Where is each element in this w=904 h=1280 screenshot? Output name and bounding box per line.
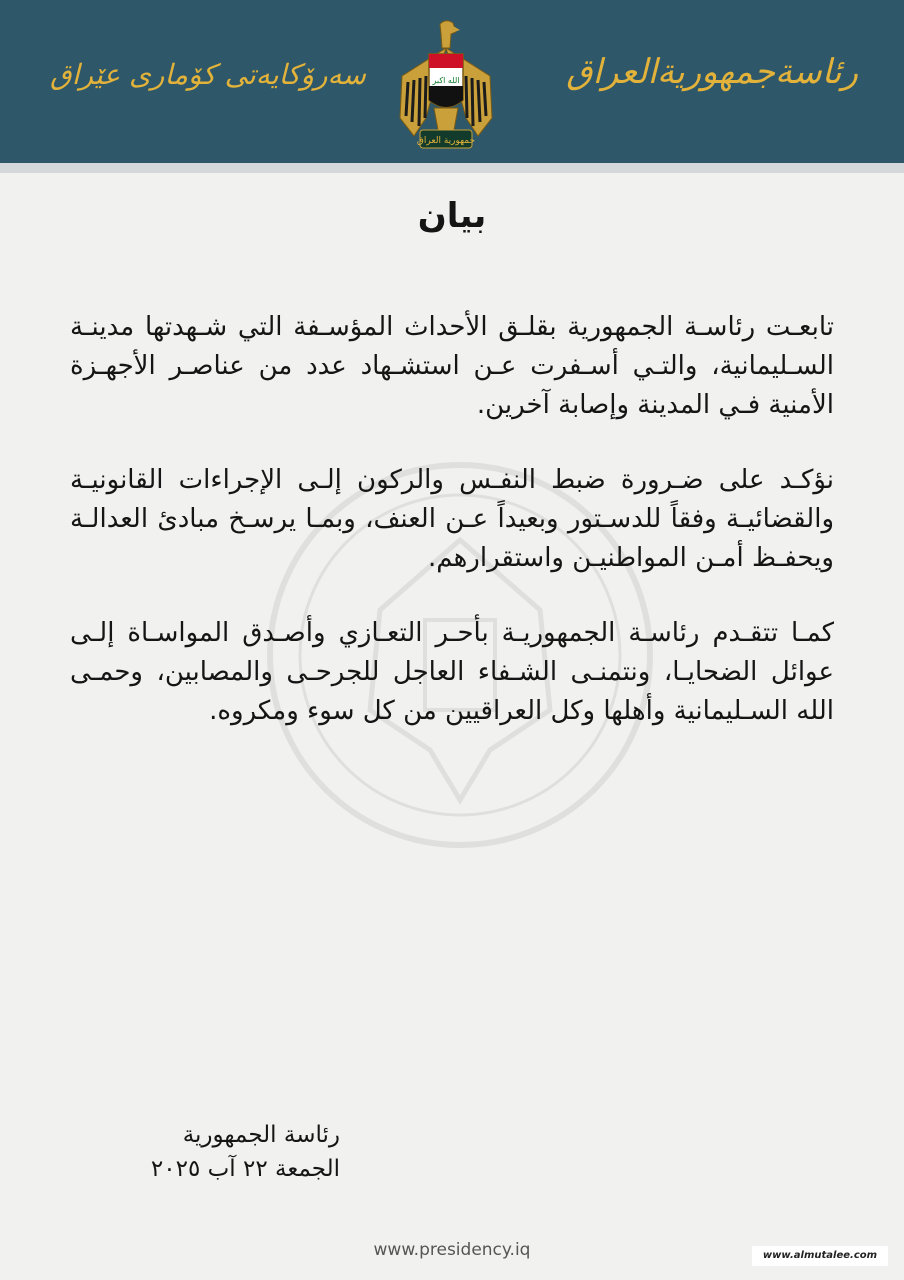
paragraph-1: تابعـت رئاسـة الجمهورية بقلـق الأحداث المؤسـفة التي شـهدتها مدينـة السـليمانية، والتـي أسـفرت عـن استشـهاد عدد من عناصـر الأجهـزة الأمنية فـي المدينة وإصابة آخرين. bbox=[70, 312, 834, 420]
paragraph-3: كمـا تتقـدم رئاسـة الجمهوريـة بأحـر التعـازي وأصـدق المواسـاة إلـى عوائل الضحايـا، ونتمنـى الشـفاء العاجل للجرحـى والمصابين، وحمـى الله السـليمانية وأهلها وكل العراقيين من كل سوء ومكروه. bbox=[70, 618, 834, 726]
header-title-kurdish: سەرۆکایەتی کۆماری عێراق bbox=[50, 58, 366, 91]
eagle-emblem-icon bbox=[396, 18, 496, 158]
header-banner bbox=[0, 0, 904, 163]
emblem-caption: جمهورية العراق bbox=[416, 136, 476, 146]
header-divider bbox=[0, 163, 904, 173]
statement-body bbox=[70, 308, 834, 767]
paragraph-2: نؤكـد على ضـرورة ضبط النفـس والركون إلـى الإجراءات القانونيـة والقضائيـة وفقاً للدسـتور وبعيداً عـن العنف، وبمـا يرسـخ مبادئ العدالـة ويحفـظ أمـن المواطنيـن واستقرارهم. bbox=[70, 465, 834, 573]
source-watermark-badge: www.almutalee.com bbox=[752, 1246, 888, 1266]
footer-url-link[interactable]: www.presidency.iq bbox=[373, 1240, 531, 1260]
signature-block bbox=[100, 1118, 340, 1186]
emblem-takbir-text: الله اكبر bbox=[432, 76, 460, 85]
document-title: بيان bbox=[417, 196, 487, 236]
signature-date: الجمعة ٢٢ آب ٢٠٢٥ bbox=[150, 1156, 340, 1182]
signature-issuer: رئاسة الجمهورية bbox=[182, 1122, 340, 1148]
header-title-arabic: رئاسةجمهوريةالعراق bbox=[566, 52, 858, 92]
